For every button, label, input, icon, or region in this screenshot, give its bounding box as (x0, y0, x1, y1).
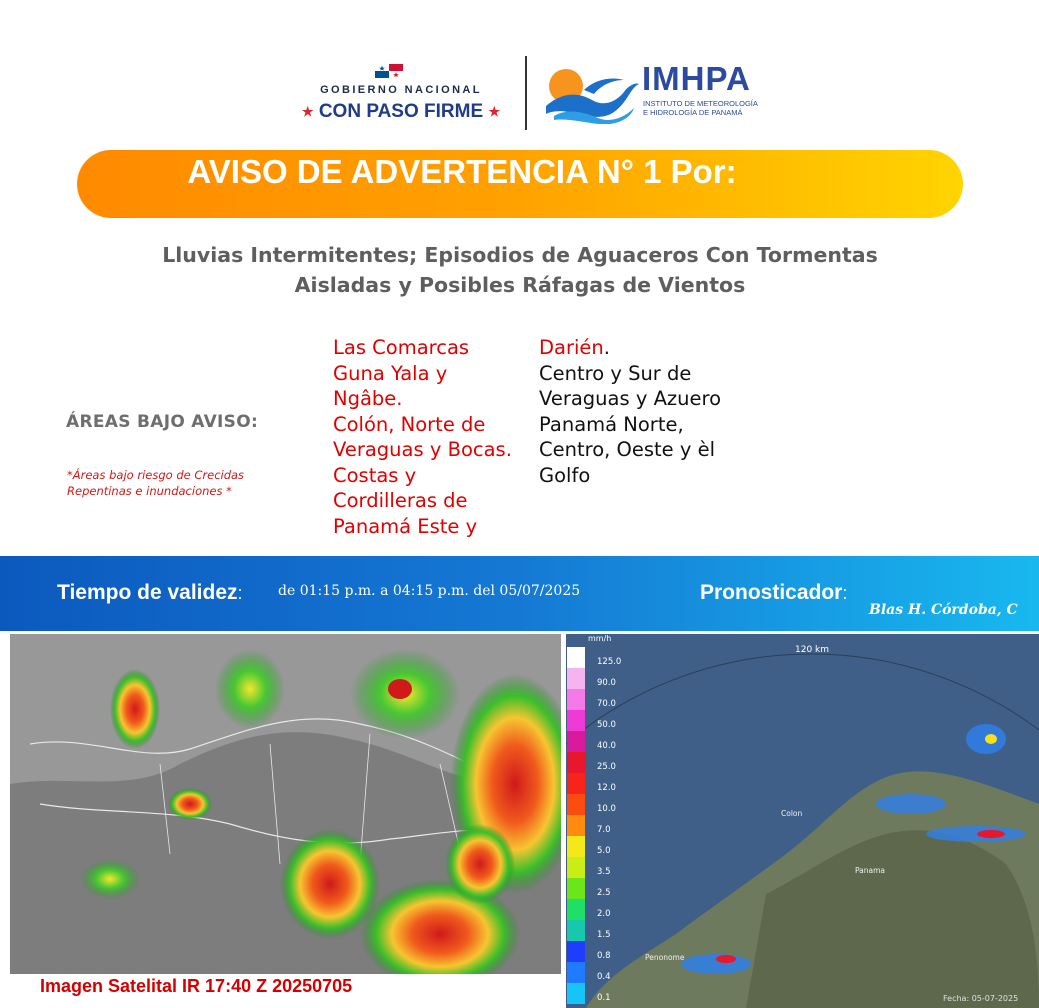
area-line: Centro y Sur de (539, 361, 692, 385)
legend-swatch (567, 857, 585, 878)
star-icon: ★ (301, 103, 314, 119)
risk-note-line2: Repentinas e inundaciones * (67, 484, 232, 498)
government-line1: GOBIERNO NACIONAL (320, 84, 482, 96)
imhpa-logo-icon (544, 62, 639, 124)
government-slogan (295, 101, 507, 123)
legend-swatch (567, 794, 585, 815)
validity-label-text: Tiempo de validez (57, 581, 238, 604)
logo-divider (525, 56, 527, 130)
validity-colon: : (237, 583, 243, 603)
legend-value: 0.4 (597, 972, 611, 982)
area-line: Panamá Este y (333, 514, 478, 538)
area-line: Ngâbe. (333, 387, 403, 410)
area-darien: Darién (539, 336, 604, 359)
validity-range: de 01:15 p.m. a 04:15 p.m. del 05/07/2025 (278, 583, 581, 599)
area-line: Cordilleras de (333, 489, 468, 512)
legend-value: 1.5 (597, 930, 611, 940)
area-line: Colón, Norte de (333, 412, 486, 436)
forecaster-label-text: Pronosticador (700, 581, 843, 604)
area-line: Centro, Oeste y èl (539, 438, 716, 461)
city-label-colon: Colon (781, 809, 803, 818)
legend-swatch (567, 668, 585, 689)
risk-note-line1: *Áreas bajo riesgo de Crecidas (67, 468, 245, 482)
legend-value: 2.0 (597, 909, 611, 919)
legend-value: 7.0 (597, 825, 611, 835)
legend-swatch (567, 983, 585, 1004)
legend-swatch (567, 647, 585, 668)
legend-value: 70.0 (597, 699, 616, 709)
legend-value: 10.0 (597, 804, 616, 814)
panama-flag-icon (375, 64, 403, 78)
areas-column-1 (333, 335, 538, 539)
legend-value: 12.0 (597, 783, 616, 793)
legend-value: 25.0 (597, 762, 616, 772)
legend-value: 40.0 (597, 741, 616, 751)
area-line: Costas y (333, 463, 417, 487)
legend-value: 5.0 (597, 846, 611, 856)
legend-swatch (567, 689, 585, 710)
government-slogan-text: CON PASO FIRME (318, 101, 484, 122)
radar-unit: mm/h (588, 634, 612, 643)
notice-subtitle-line2: Aisladas y Posibles Ráfagas de Vientos (294, 273, 746, 297)
notice-title: AVISO DE ADVERTENCIA N° 1 Por: (187, 153, 737, 190)
forecaster-colon: : (842, 583, 848, 603)
area-line: Veraguas y Azuero (539, 387, 722, 410)
areas-label: ÁREAS BAJO AVISO: (66, 412, 259, 432)
legend-swatch (567, 920, 585, 941)
areas-column-2 (539, 335, 769, 488)
legend-value: 0.1 (597, 993, 611, 1003)
radar-image (566, 634, 1039, 1008)
radar-range-label: 120 km (795, 645, 830, 655)
agency-full-name-line1: INSTITUTO DE METEOROLOGÍA (643, 99, 758, 108)
area-line: Guna Yala y (333, 361, 448, 385)
legend-value: 0.8 (597, 951, 611, 961)
area-line (539, 335, 769, 361)
forecaster-name: Blas H. Córdoba, C (869, 602, 1018, 618)
area-line: Veraguas y Bocas. (333, 438, 512, 461)
legend-swatch (567, 773, 585, 794)
area-line: Panamá Norte, (539, 412, 684, 436)
satellite-image (10, 634, 561, 974)
radar-date: Fecha: 05-07-2025 (943, 994, 1019, 1003)
satellite-caption: Imagen Satelital IR 17:40 Z 20250705 (40, 976, 353, 996)
forecaster-label (700, 581, 847, 605)
legend-value: 2.5 (597, 888, 611, 898)
legend-swatch (567, 815, 585, 836)
legend-value: 90.0 (597, 678, 616, 688)
city-label-penonome: Penonome (645, 953, 685, 962)
legend-value: 125.0 (597, 657, 622, 667)
agency-name: IMHPA (642, 60, 751, 97)
legend-value: 3.5 (597, 867, 611, 877)
star-icon: ★ (488, 103, 501, 119)
agency-full-name (643, 99, 783, 117)
legend-swatch (567, 731, 585, 752)
area-line: Las Comarcas (333, 336, 470, 359)
legend-swatch (567, 836, 585, 857)
notice-subtitle-line1: Lluvias Intermitentes; Episodios de Aguaceros Con Tormentas (162, 243, 878, 267)
agency-full-name-line2: E HIDROLOGÍA DE PANAMÁ (643, 108, 743, 117)
area-line: Golfo (539, 463, 591, 487)
legend-swatch (567, 878, 585, 899)
legend-swatch (567, 710, 585, 731)
legend-swatch (567, 752, 585, 773)
legend-value: 50.0 (597, 720, 616, 730)
area-darien-period: . (603, 336, 610, 359)
legend-swatch (567, 941, 585, 962)
validity-label (57, 581, 243, 605)
city-label-panama: Panama (855, 866, 886, 875)
risk-note (67, 467, 317, 499)
legend-swatch (567, 962, 585, 983)
legend-swatch (567, 899, 585, 920)
notice-subtitle (60, 240, 980, 300)
